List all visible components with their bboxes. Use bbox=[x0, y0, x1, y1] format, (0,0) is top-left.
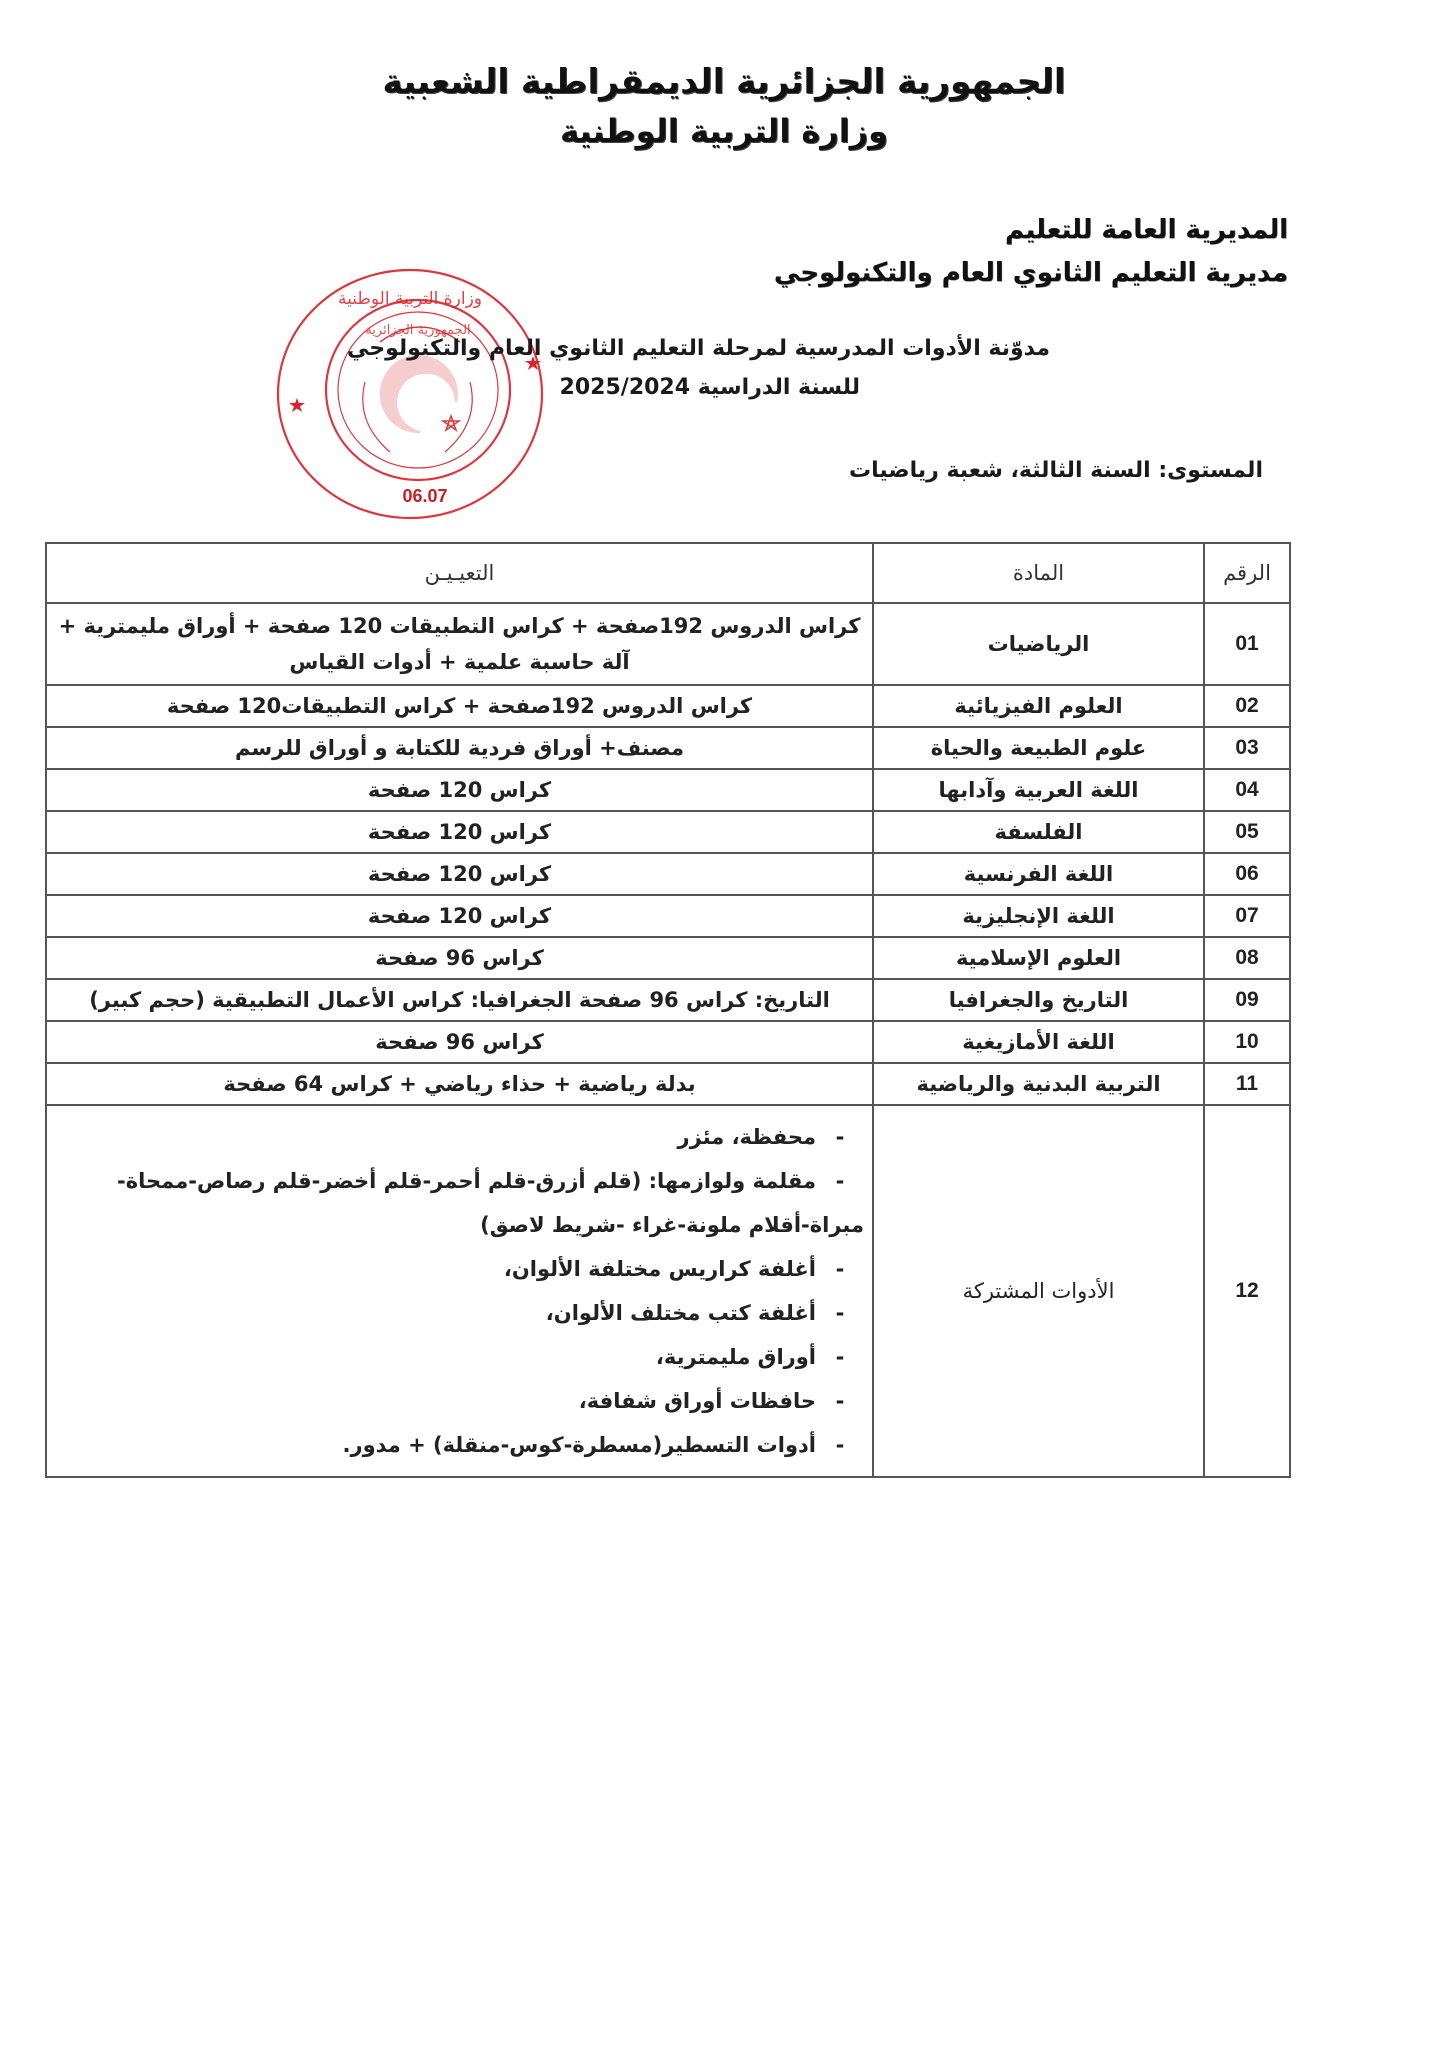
header-subject: المادة bbox=[873, 543, 1204, 603]
table-row bbox=[46, 1063, 1290, 1105]
table-row bbox=[46, 937, 1290, 979]
row-designation: التاريخ: كراس 96 صفحة الجغرافيا: كراس الأعمال التطبيقية (حجم كبير) bbox=[46, 979, 873, 1021]
bullet-dash-icon: - bbox=[835, 1433, 845, 1457]
stamp-star-left-icon bbox=[289, 398, 305, 412]
row-subject: التربية البدنية والرياضية bbox=[873, 1063, 1204, 1105]
row-subject: التاريخ والجغرافيا bbox=[873, 979, 1204, 1021]
row-number: 12 bbox=[1204, 1105, 1290, 1477]
row-subject: اللغة الإنجليزية bbox=[873, 895, 1204, 937]
table-row bbox=[46, 853, 1290, 895]
stamp-outer-text: وزارة التربية الوطنية bbox=[337, 289, 483, 309]
row-number: 06 bbox=[1204, 853, 1290, 895]
row-number: 10 bbox=[1204, 1021, 1290, 1063]
table-row bbox=[46, 769, 1290, 811]
row-designation: كراس 120 صفحة bbox=[46, 769, 873, 811]
bullet-dash-icon: - bbox=[835, 1389, 845, 1413]
row-designation: كراس 120 صفحة bbox=[46, 853, 873, 895]
row-number: 02 bbox=[1204, 685, 1290, 727]
row-designation: بدلة رياضية + حذاء رياضي + كراس 64 صفحة bbox=[46, 1063, 873, 1105]
list-item: -محفظة، مئزر bbox=[55, 1115, 864, 1159]
row-number: 03 bbox=[1204, 727, 1290, 769]
row-subject: الرياضيات bbox=[873, 603, 1204, 685]
table-row bbox=[46, 811, 1290, 853]
table-row-common bbox=[46, 1105, 1290, 1477]
directorate: مديرية التعليم الثانوي العام والتكنولوجي bbox=[773, 258, 1288, 288]
common-supplies-list bbox=[55, 1115, 864, 1467]
bullet-dash-icon: - bbox=[835, 1345, 845, 1369]
list-title: مدوّنة الأدوات المدرسية لمرحلة التعليم الثانوي العام والتكنولوجي bbox=[347, 336, 1050, 361]
row-number: 01 bbox=[1204, 603, 1290, 685]
school-year: للسنة الدراسية 2025/2024 bbox=[559, 375, 860, 400]
row-number: 07 bbox=[1204, 895, 1290, 937]
row-number: 05 bbox=[1204, 811, 1290, 853]
row-number: 11 bbox=[1204, 1063, 1290, 1105]
row-designation: كراس 96 صفحة bbox=[46, 1021, 873, 1063]
bullet-dash-icon: - bbox=[835, 1257, 845, 1281]
row-number: 04 bbox=[1204, 769, 1290, 811]
directorate-general: المديرية العامة للتعليم bbox=[1005, 215, 1288, 245]
supplies-table bbox=[45, 542, 1289, 1478]
table-row bbox=[46, 603, 1290, 685]
row-subject: الفلسفة bbox=[873, 811, 1204, 853]
row-subject: اللغة الأمازيغية bbox=[873, 1021, 1204, 1063]
row-designation: كراس 96 صفحة bbox=[46, 937, 873, 979]
row-designation: كراس الدروس 192صفحة + كراس التطبيقات120 صفحة bbox=[46, 685, 873, 727]
bullet-dash-icon: - bbox=[835, 1125, 845, 1149]
star-icon bbox=[443, 416, 459, 430]
stamp-code: 06.07 bbox=[402, 486, 448, 506]
list-item: -أوراق مليمترية، bbox=[55, 1335, 864, 1379]
table-row bbox=[46, 727, 1290, 769]
row-designation: كراس الدروس 192صفحة + كراس التطبيقات 120 صفحة + أوراق مليمترية + آلة حاسبة علمية + أدوات القياس bbox=[46, 603, 873, 685]
row-designation: مصنف+ أوراق فردية للكتابة و أوراق للرسم bbox=[46, 727, 873, 769]
header-designation: التعيـيـن bbox=[46, 543, 873, 603]
common-supplies-cell bbox=[46, 1105, 873, 1477]
ministry-title: وزارة التربية الوطنية bbox=[559, 112, 889, 150]
list-item: -أغلفة كتب مختلف الألوان، bbox=[55, 1291, 864, 1335]
bullet-dash-icon: - bbox=[835, 1169, 845, 1193]
row-subject: اللغة الفرنسية bbox=[873, 853, 1204, 895]
row-number: 09 bbox=[1204, 979, 1290, 1021]
row-number: 08 bbox=[1204, 937, 1290, 979]
row-subject: علوم الطبيعة والحياة bbox=[873, 727, 1204, 769]
level-line: المستوى: السنة الثالثة، شعبة رياضيات bbox=[849, 458, 1263, 483]
table-row bbox=[46, 979, 1290, 1021]
table-row bbox=[46, 1021, 1290, 1063]
row-designation: كراس 120 صفحة bbox=[46, 895, 873, 937]
table-row bbox=[46, 895, 1290, 937]
bullet-dash-icon: - bbox=[835, 1301, 845, 1325]
row-subject: العلوم الفيزيائية bbox=[873, 685, 1204, 727]
row-subject: الأدوات المشتركة bbox=[873, 1105, 1204, 1477]
stamp-inner-text: الجمهورية الجزائرية bbox=[365, 323, 471, 338]
list-item: -أدوات التسطير(مسطرة-كوس-منقلة) + مدور. bbox=[55, 1423, 864, 1467]
list-item: -مقلمة ولوازمها: (قلم أزرق-قلم أحمر-قلم أخضر-قلم رصاص-ممحاة-مبراة-أقلام ملونة-غراء -شريط لاصق) bbox=[55, 1159, 864, 1247]
official-stamp bbox=[270, 262, 550, 527]
table-header-row bbox=[46, 543, 1290, 603]
country-title: الجمهورية الجزائرية الديمقراطية الشعبية bbox=[382, 62, 1066, 102]
row-designation: كراس 120 صفحة bbox=[46, 811, 873, 853]
row-subject: العلوم الإسلامية bbox=[873, 937, 1204, 979]
list-item: -حافظات أوراق شفافة، bbox=[55, 1379, 864, 1423]
list-item: -أغلفة كراريس مختلفة الألوان، bbox=[55, 1247, 864, 1291]
header-number: الرقم bbox=[1204, 543, 1290, 603]
row-subject: اللغة العربية وآدابها bbox=[873, 769, 1204, 811]
table-row bbox=[46, 685, 1290, 727]
